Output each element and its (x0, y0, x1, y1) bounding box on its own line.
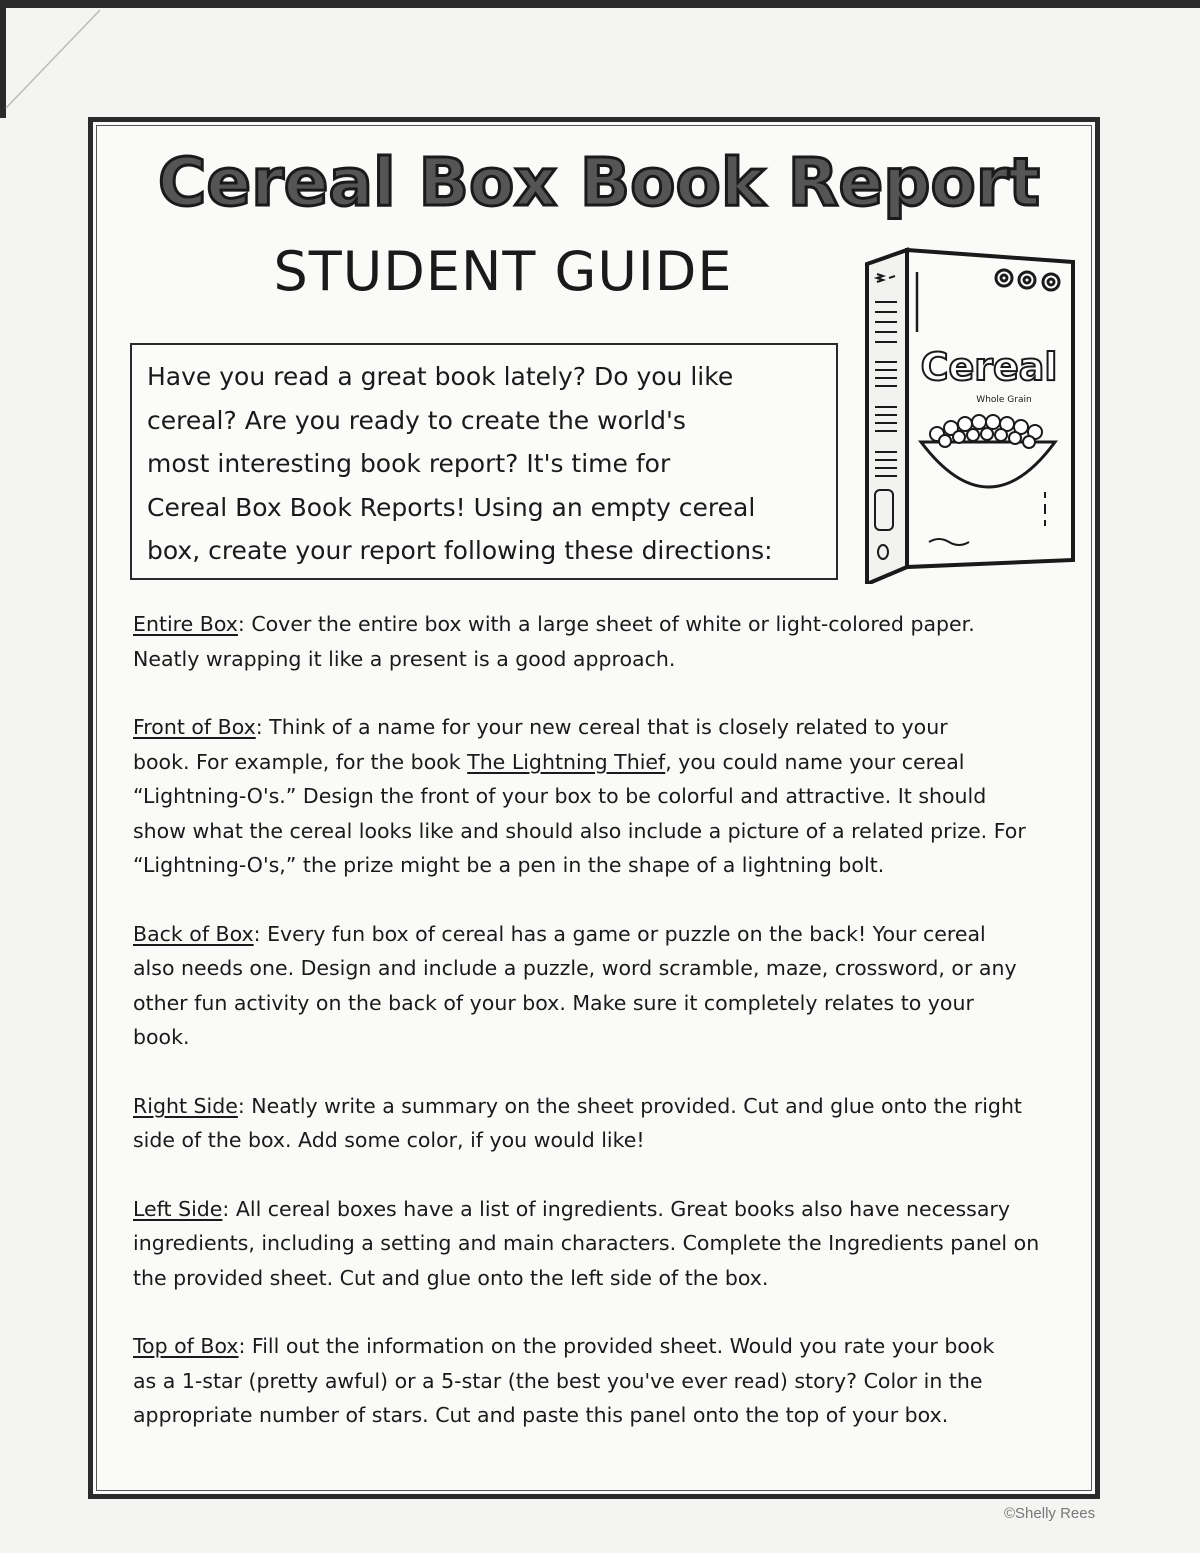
section-line: : All cereal boxes have a list of ingredients. Great books also have necessary (222, 1196, 1010, 1221)
section-line: side of the box. Add some color, if you would like! (133, 1128, 645, 1152)
page-subtitle: STUDENT GUIDE (273, 240, 733, 303)
section-entire-box (133, 607, 1083, 676)
intro-box (130, 343, 838, 580)
section-heading: Back of Box (133, 921, 254, 946)
section-line: : Fill out the information on the provided sheet. Would you rate your book (238, 1334, 995, 1358)
section-line: the provided sheet. Cut and glue onto the left side of the box. (133, 1265, 769, 1290)
section-line: : Every fun box of cereal has a game or puzzle on the back! Your cereal (253, 921, 986, 946)
page-fold-corner (0, 8, 100, 118)
section-heading: Left Side (133, 1196, 223, 1221)
section-line: : Think of a name for your new cereal that is closely related to your (255, 715, 948, 739)
intro-line: most interesting book report? It's time for (147, 449, 671, 478)
book-title: The Lightning Thief (467, 749, 666, 774)
intro-line: Have you read a great book lately? Do you like (147, 362, 734, 391)
section-left-side (133, 1192, 1083, 1296)
copyright-credit: ©Shelly Rees (1004, 1505, 1096, 1522)
section-line: other fun activity on the back of your box. Make sure it completely relates to your (133, 990, 974, 1015)
page-title: Cereal Box Book Report (158, 144, 1040, 221)
section-line: as a 1-star (pretty awful) or a 5-star (the best you've ever read) story? Color in the (133, 1368, 983, 1393)
cereal-box-illustration (859, 242, 1081, 584)
cereal-tagline-label: Whole Grain (976, 395, 1032, 405)
section-heading: Top of Box (133, 1334, 239, 1358)
section-heading: Right Side (133, 1093, 238, 1118)
section-back-of-box (133, 917, 1083, 1055)
intro-text (147, 355, 827, 573)
cereal-brand-label: Cereal (920, 345, 1058, 389)
worksheet-frame (88, 117, 1100, 1499)
section-heading: Entire Box (133, 612, 238, 636)
section-line: book. (133, 1025, 190, 1049)
section-front-of-box (133, 710, 1083, 883)
intro-line: cereal? Are you ready to create the world's (147, 405, 686, 435)
section-line: : Cover the entire box with a large sheet of white or light-colored paper. (237, 612, 975, 636)
section-heading: Front of Box (133, 715, 256, 739)
section-line: “Lightning-O's.” Design the front of your box to be colorful and attractive. It should (133, 784, 987, 808)
section-line: show what the cereal looks like and should also include a picture of a related prize. For (133, 818, 1026, 843)
section-line: book. For example, for the book (133, 749, 468, 774)
intro-line: box, create your report following these directions: (147, 536, 773, 565)
section-right-side (133, 1089, 1083, 1158)
section-line: also needs one. Design and include a puzzle, word scramble, maze, crossword, or any (133, 956, 1017, 980)
top-edge-rule (0, 0, 1200, 8)
section-line: ingredients, including a setting and main characters. Complete the Ingredients panel on (133, 1231, 1040, 1255)
intro-line: Cereal Box Book Reports! Using an empty cereal (147, 492, 756, 522)
section-line: : Neatly write a summary on the sheet provided. Cut and glue onto the right (237, 1093, 1022, 1118)
section-line: appropriate number of stars. Cut and paste this panel onto the top of your box. (133, 1403, 949, 1427)
section-line: Neatly wrapping it like a present is a good approach. (133, 646, 676, 671)
section-line: , you could name your cereal (665, 749, 965, 774)
section-top-of-box (133, 1329, 1083, 1433)
section-line: “Lightning-O's,” the prize might be a pen in the shape of a lightning bolt. (133, 853, 885, 877)
instructions (133, 607, 1083, 1433)
